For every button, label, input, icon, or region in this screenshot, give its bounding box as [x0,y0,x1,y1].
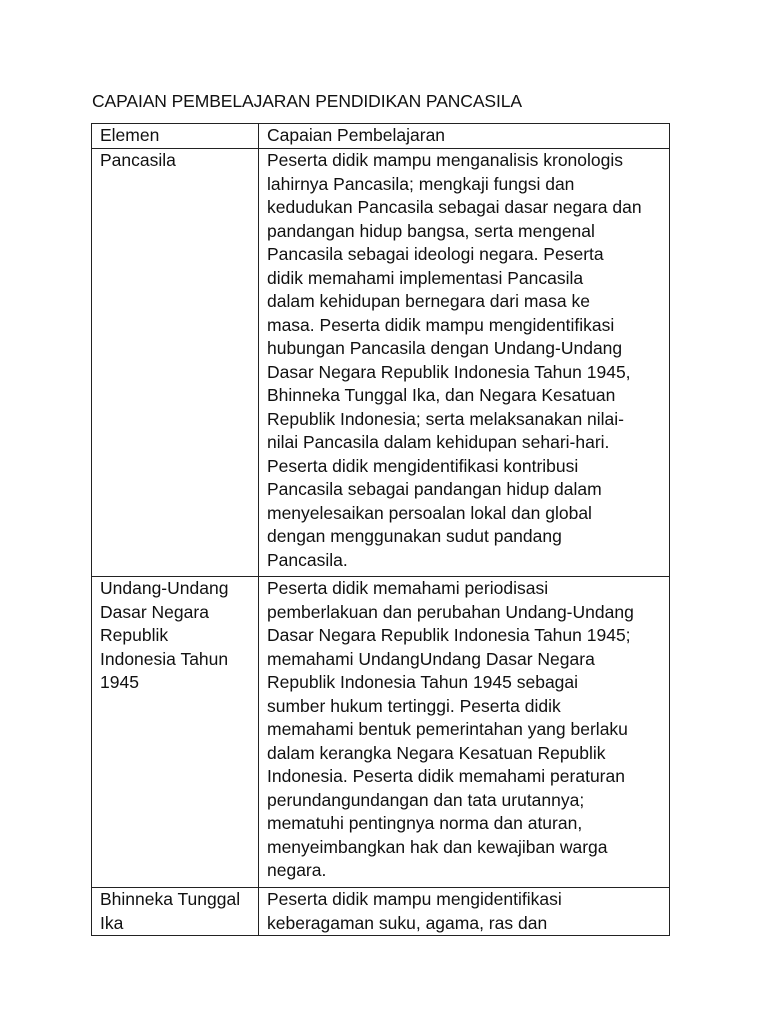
cell-text-line: Peserta didik mengidentifikasi kontribusi [267,455,579,476]
elemen-cell [92,888,259,936]
cell-text-line: Dasar Negara Republik Indonesia Tahun 1945; [267,625,631,645]
cell-text-line: Bhinneka Tunggal Ika, dan Negara Kesatuan [267,385,616,405]
table-row-uud-1945 [92,577,670,888]
cell-text-line: nilai Pancasila dalam kehidupan sehari-hari. [267,432,610,452]
cell-text-line: Pancasila. [267,549,348,570]
elemen-cell [92,149,259,577]
document-title: CAPAIAN PEMBELAJARAN PENDIDIKAN PANCASILA [92,91,522,111]
table-header-row [92,124,670,149]
cell-text-line: Republik Indonesia Tahun 1945 sebagai [267,672,579,692]
cell-text-line: Undang-Undang [100,578,229,598]
cell-text-line: 1945 [100,672,139,692]
cell-text-line: Indonesia Tahun [100,648,229,669]
cell-text-line: kedudukan Pancasila sebagai dasar negara dan [267,197,642,217]
cell-text-line: Ika [100,912,124,933]
capaian-table [91,123,670,936]
cell-text-line: memahami UndangUndang Dasar Negara [267,648,595,669]
cell-text-line: Bhinneka Tunggal [100,889,241,909]
cell-text-line: dalam kehidupan bernegara dari masa ke [267,291,590,311]
table-row-bhinneka [92,888,670,936]
cell-text-line: menyeimbangkan hak dan kewajiban warga [267,836,608,857]
cell-text-line: Pancasila sebagai ideologi negara. Peserta [267,244,604,264]
cell-text-line: memahami bentuk pemerintahan yang berlaku [267,719,628,739]
cell-text-line: perundangundangan dan tata urutannya; [267,789,585,810]
cell-text-line: lahirnya Pancasila; mengkaji fungsi dan [267,173,575,194]
cell-text-line: pemberlakuan dan perubahan Undang-Undang [267,601,634,622]
header-elemen: Elemen [92,124,259,149]
cell-text-line: Dasar Negara [100,601,209,622]
cell-text-line: mematuhi pentingnya norma dan aturan, [267,813,583,833]
cell-text-line: keberagaman suku, agama, ras dan [267,912,548,933]
header-capaian: Capaian Pembelajaran [259,124,670,149]
table-row-pancasila [92,149,670,577]
cell-text-line: Pancasila sebagai pandangan hidup dalam [267,479,602,499]
elemen-cell [92,577,259,888]
cell-text-line: hubungan Pancasila dengan Undang-Undang [267,338,623,358]
capaian-cell [259,149,670,577]
cell-text-line: Indonesia. Peserta didik memahami peraturan [267,766,625,786]
cell-text-line: menyelesaikan persoalan lokal dan global [267,502,592,523]
cell-text-line: dalam kerangka Negara Kesatuan Republik [267,742,606,763]
capaian-cell [259,888,670,936]
cell-text-line: didik memahami implementasi Pancasila [267,267,584,288]
cell-text-line: Peserta didik memahami periodisasi [267,578,549,598]
cell-text-line: masa. Peserta didik mampu mengidentifikasi [267,314,615,335]
cell-text-line: sumber hukum tertinggi. Peserta didik [267,695,561,716]
cell-text-line: Peserta didik mampu mengidentifikasi [267,889,562,909]
capaian-cell [259,577,670,888]
cell-text-line: Peserta didik mampu menganalisis kronologis [267,150,624,170]
cell-text-line: Dasar Negara Republik Indonesia Tahun 1945, [267,361,631,382]
cell-text-line: Republik [100,625,169,645]
cell-text-line: Republik Indonesia; serta melaksanakan nilai- [267,408,625,429]
cell-text-line: pandangan hidup bangsa, serta mengenal [267,220,595,241]
cell-text-line: dengan menggunakan sudut pandang [267,526,562,546]
cell-text-line: negara. [267,860,327,880]
cell-text-line: Pancasila [100,150,176,170]
